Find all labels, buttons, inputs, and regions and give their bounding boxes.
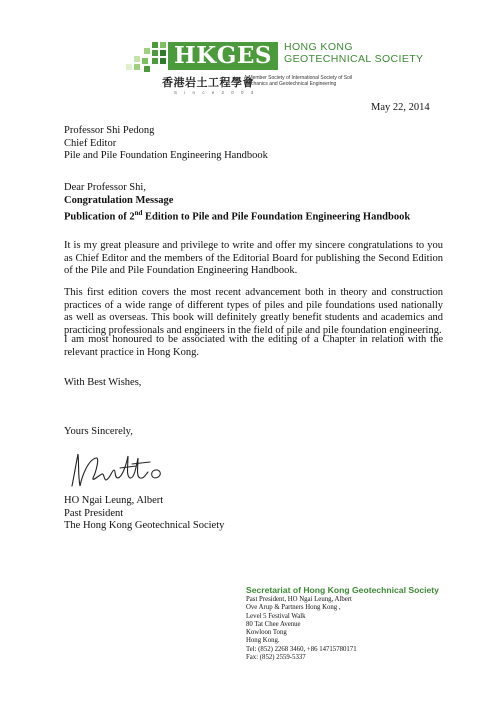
signer-title: Past President <box>64 507 124 519</box>
subject-pre: Publication of 2 <box>64 211 135 223</box>
hkges-logo <box>122 38 424 98</box>
recipient-publication: Pile and Pile Foundation Engineering Handbook <box>64 150 268 161</box>
subject-sup: nd <box>134 209 143 217</box>
secretariat-fax: Fax: (852) 2559-5337 <box>246 654 306 662</box>
closing-wishes: With Best Wishes, <box>64 377 142 388</box>
body-paragraph-1: It is my great pleasure and privilege to write and offer my sincere congratulations to you as Chief Editor and the members of the Editorial Board for publishing the Second Edition of the Pile and Pile Foundation Engineering Handbook. <box>64 240 443 276</box>
greeting: Dear Professor Shi, <box>64 182 146 193</box>
secretariat-tel: Tel: (852) 2268 3460, +86 14715780171 <box>246 645 357 653</box>
secretariat-line: Past President, HO Ngai Leung, Albert <box>246 596 352 603</box>
recipient-title: Chief Editor <box>64 137 117 149</box>
subject-line-1: Congratulation Message <box>64 194 174 206</box>
since-label: S i n c e 2 0 0 3 <box>174 90 257 95</box>
pixel-mosaic-icon <box>122 38 168 72</box>
subject-post: Edition to Pile and Pile Foundation Engineering Handbook <box>142 211 411 223</box>
closing-sincerely: Yours Sincerely, <box>64 426 133 437</box>
subject-line-2 <box>64 207 410 224</box>
recipient-name: Professor Shi Pedong <box>64 125 155 136</box>
logo-abbr: HKGES <box>173 42 272 69</box>
body-paragraph-3: I am most honoured to be associated with the editing of a Chapter in relation with the relevant practice in Hong Kong. <box>64 334 443 358</box>
secretariat-line: Level 5 Festival Walk <box>246 612 306 620</box>
org-name <box>284 41 423 65</box>
secretariat-line: Hong Kong. <box>246 637 280 645</box>
salutation-block <box>64 182 410 224</box>
recipient-block <box>64 125 268 163</box>
handwritten-signature <box>66 446 196 494</box>
member-line2: Mechanics and Geotechnical Engineering <box>244 81 337 87</box>
secretariat-line: Ove Arup & Partners Hong Kong , <box>246 604 341 612</box>
org-name-line1: HONG KONG <box>284 41 353 53</box>
member-line1: A Member Society of International Society of Soil <box>244 75 353 81</box>
secretariat-line: Kowloon Tong <box>246 629 287 637</box>
member-note <box>244 75 354 87</box>
secretariat-line: 80 Tat Chee Avenue <box>246 620 301 628</box>
signer-block <box>64 495 224 533</box>
org-name-cn: 香港岩土工程學會 <box>162 76 254 89</box>
letter-date: May 22, 2014 <box>371 102 430 113</box>
org-name-line2: GEOTECHNICAL SOCIETY <box>284 53 424 65</box>
signer-org: The Hong Kong Geotechnical Society <box>64 520 225 531</box>
secretariat-block <box>246 585 439 662</box>
signer-name: HO Ngai Leung, Albert <box>64 495 164 506</box>
logo-abbr-box <box>168 42 278 70</box>
body-paragraph-2: This first edition covers the most recent advancement both in theory and construction practices of a wide range of different types of piles and pile foundations used nationally as well as overseas. This book will definitely greatly benefit students and academics and practicing professionals and engineers in the field of pile and pile foundation engineering. <box>64 287 443 336</box>
secretariat-title: Secretariat of Hong Kong Geotechnical Society <box>246 585 439 595</box>
secretariat-address <box>246 596 439 662</box>
